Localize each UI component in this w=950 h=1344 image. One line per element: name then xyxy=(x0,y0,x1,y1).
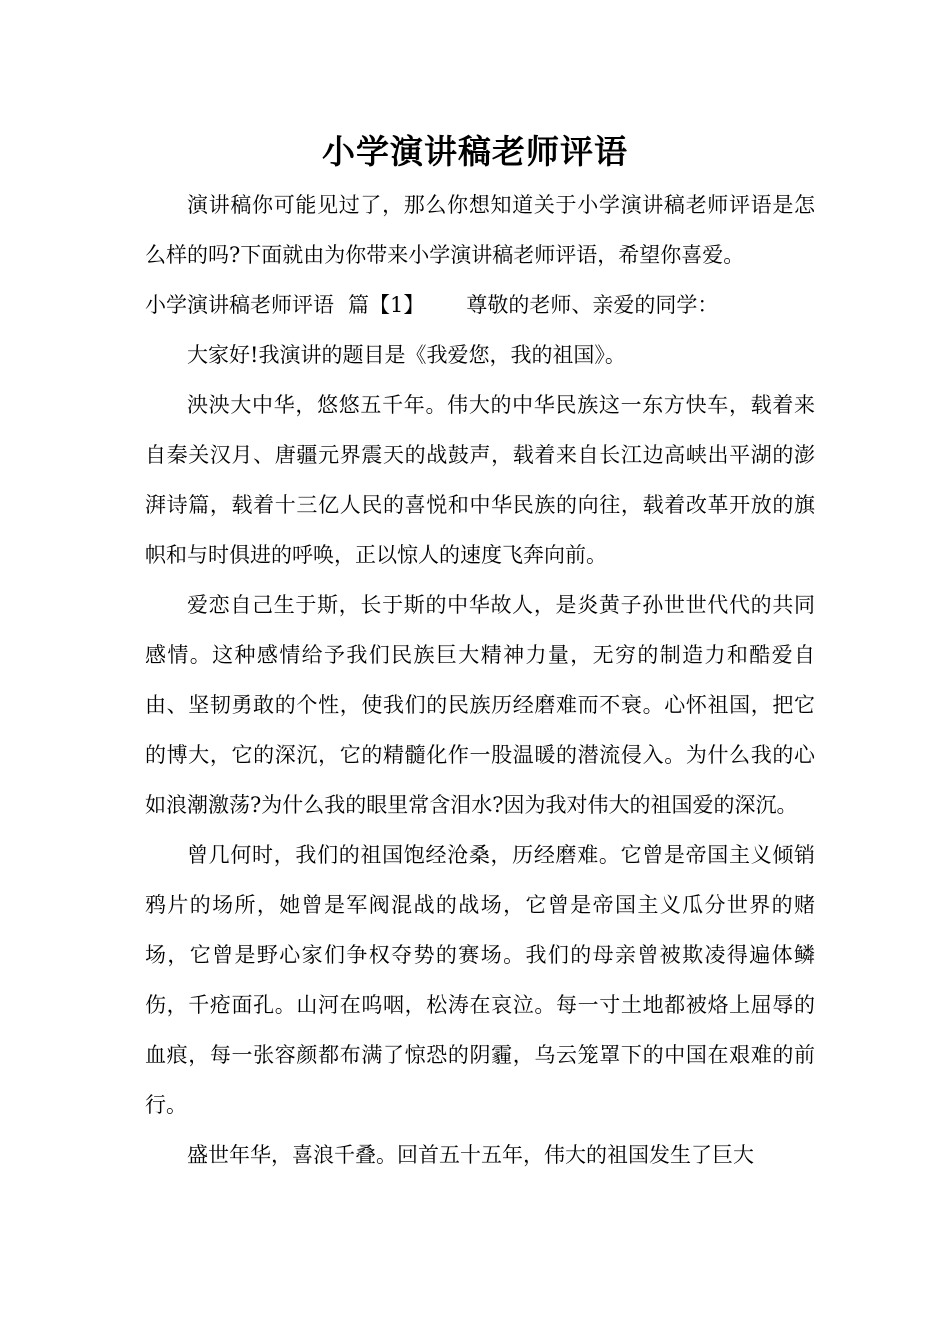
heading-line-title: 小学演讲稿老师评语 xyxy=(145,293,334,317)
salutation: 尊敬的老师、亲爱的同学： xyxy=(466,293,719,317)
intro-paragraph: 演讲稿你可能见过了，那么你想知道关于小学演讲稿老师评语是怎么样的吗?下面就由为你带来小学演讲稿老师评语，希望你喜爱。 xyxy=(145,193,815,267)
body-paragraph: 爱恋自己生于斯，长于斯的中华故人，是炎黄子孙世世代代的共同感情。这种感情给予我们民族巨大精神力量，无穷的制造力和酷爱自由、坚韧勇敢的个性，使我们的民族历经磨难而不衰。心怀祖国，把它的博大，它的深沉，它的精髓化作一股温暖的潜流侵入。为什么我的心如浪潮激荡?为什么我的眼里常含泪水?因为我对伟大的祖国爱的深沉。 xyxy=(145,593,815,817)
page-title: 小学演讲稿老师评语 xyxy=(322,132,628,171)
body-paragraph: 泱泱大中华，悠悠五千年。伟大的中华民族这一东方快车，载着来自秦关汉月、唐疆元界震天的战鼓声，载着来自长江边高峡出平湖的澎湃诗篇，载着十三亿人民的喜悦和中华民族的向往，载着改革开放的旗帜和与时俱进的呼唤，正以惊人的速度飞奔向前。 xyxy=(145,393,815,567)
body-paragraph: 曾几何时，我们的祖国饱经沧桑，历经磨难。它曾是帝国主义倾销鸦片的场所，她曾是军阀混战的战场，它曾是帝国主义瓜分世界的赌场，它曾是野心家们争权夺势的赛场。我们的母亲曾被欺凌得遍体鳞伤，千疮面孔。山河在呜咽，松涛在哀泣。每一寸土地都被烙上屈辱的血痕，每一张容颜都布满了惊恐的阴霾，乌云笼罩下的中国在艰难的前行。 xyxy=(145,843,815,1117)
body-paragraph: 大家好!我演讲的题目是《我爱您，我的祖国》。 xyxy=(187,343,626,367)
heading-line xyxy=(145,280,815,330)
document-body xyxy=(145,180,815,1180)
body-paragraph: 盛世年华，喜浪千叠。回首五十五年，伟大的祖国发生了巨大 xyxy=(187,1143,754,1167)
heading-line-piece: 篇【1】 xyxy=(348,293,425,317)
